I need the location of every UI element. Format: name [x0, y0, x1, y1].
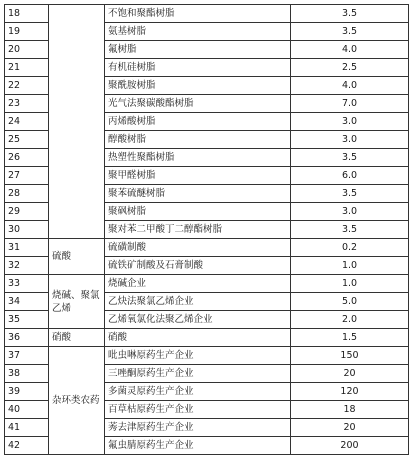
item-name: 多菌灵原药生产企业 [105, 383, 291, 401]
item-value: 200 [291, 437, 409, 455]
item-value: 3.5 [291, 5, 409, 23]
item-name: 有机硅树脂 [105, 59, 291, 77]
row-number: 38 [5, 365, 49, 383]
item-name: 丙烯酸树脂 [105, 113, 291, 131]
item-value: 3.5 [291, 23, 409, 41]
item-value: 2.5 [291, 59, 409, 77]
item-value: 0.2 [291, 239, 409, 257]
item-value: 2.0 [291, 311, 409, 329]
category-cell: 硫酸 [49, 239, 105, 275]
row-number: 35 [5, 311, 49, 329]
item-value: 3.0 [291, 131, 409, 149]
item-name: 乙烯氧氯化法聚乙烯企业 [105, 311, 291, 329]
item-value: 150 [291, 347, 409, 365]
row-number: 39 [5, 383, 49, 401]
item-name: 氟虫腈原药生产企业 [105, 437, 291, 455]
row-number: 34 [5, 293, 49, 311]
category-cell: 杂环类农药 [49, 347, 105, 455]
row-number: 36 [5, 329, 49, 347]
table-row [5, 5, 409, 23]
table-row [5, 239, 409, 257]
item-value: 20 [291, 419, 409, 437]
table-row [5, 275, 409, 293]
row-number: 33 [5, 275, 49, 293]
row-number: 19 [5, 23, 49, 41]
row-number: 22 [5, 77, 49, 95]
row-number: 41 [5, 419, 49, 437]
item-name: 氨基树脂 [105, 23, 291, 41]
item-name: 乙炔法聚氯乙烯企业 [105, 293, 291, 311]
row-number: 28 [5, 185, 49, 203]
item-value: 5.0 [291, 293, 409, 311]
row-number: 30 [5, 221, 49, 239]
row-number: 18 [5, 5, 49, 23]
row-number: 31 [5, 239, 49, 257]
item-name: 硝酸 [105, 329, 291, 347]
row-number: 23 [5, 95, 49, 113]
row-number: 24 [5, 113, 49, 131]
item-name: 光气法聚碳酸酯树脂 [105, 95, 291, 113]
item-value: 1.0 [291, 257, 409, 275]
row-number: 25 [5, 131, 49, 149]
row-number: 37 [5, 347, 49, 365]
item-name: 不饱和聚酯树脂 [105, 5, 291, 23]
item-name: 三唑酮原药生产企业 [105, 365, 291, 383]
item-value: 20 [291, 365, 409, 383]
item-name: 醇酸树脂 [105, 131, 291, 149]
item-name: 聚砜树脂 [105, 203, 291, 221]
category-cell: 烧碱、聚氯乙烯 [49, 275, 105, 329]
category-cell: 硝酸 [49, 329, 105, 347]
item-name: 聚苯硫醚树脂 [105, 185, 291, 203]
item-value: 3.5 [291, 149, 409, 167]
row-number: 40 [5, 401, 49, 419]
table-body [5, 5, 409, 455]
item-name: 硫磺制酸 [105, 239, 291, 257]
item-name: 聚甲醛树脂 [105, 167, 291, 185]
item-value: 3.0 [291, 203, 409, 221]
row-number: 42 [5, 437, 49, 455]
item-value: 6.0 [291, 167, 409, 185]
item-value: 4.0 [291, 41, 409, 59]
item-name: 莠去津原药生产企业 [105, 419, 291, 437]
table-row [5, 347, 409, 365]
item-name: 氟树脂 [105, 41, 291, 59]
row-number: 20 [5, 41, 49, 59]
category-cell [49, 5, 105, 239]
item-name: 烧碱企业 [105, 275, 291, 293]
data-table [4, 4, 409, 455]
item-name: 聚酰胺树脂 [105, 77, 291, 95]
item-value: 7.0 [291, 95, 409, 113]
item-value: 3.5 [291, 221, 409, 239]
item-value: 4.0 [291, 77, 409, 95]
item-name: 聚对苯二甲酸丁二醇酯树脂 [105, 221, 291, 239]
item-value: 3.0 [291, 113, 409, 131]
item-name: 硫铁矿制酸及石膏制酸 [105, 257, 291, 275]
row-number: 27 [5, 167, 49, 185]
item-value: 1.5 [291, 329, 409, 347]
item-name: 热塑性聚酯树脂 [105, 149, 291, 167]
row-number: 21 [5, 59, 49, 77]
item-value: 1.0 [291, 275, 409, 293]
row-number: 26 [5, 149, 49, 167]
item-name: 吡虫啉原药生产企业 [105, 347, 291, 365]
table-row [5, 329, 409, 347]
item-value: 18 [291, 401, 409, 419]
item-value: 3.5 [291, 185, 409, 203]
item-value: 120 [291, 383, 409, 401]
row-number: 32 [5, 257, 49, 275]
item-name: 百草枯原药生产企业 [105, 401, 291, 419]
row-number: 29 [5, 203, 49, 221]
